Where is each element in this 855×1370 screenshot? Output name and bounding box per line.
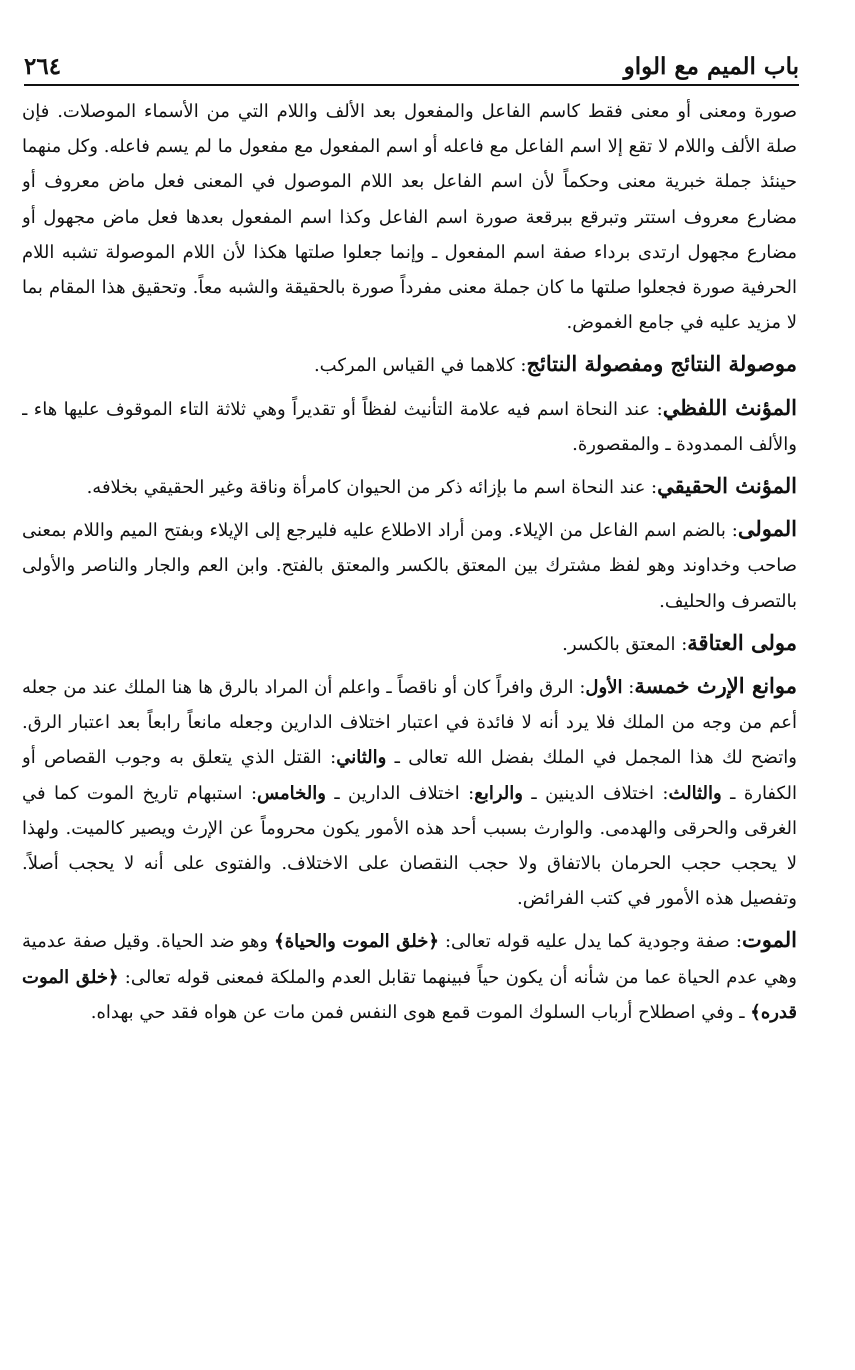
item-text-1: الرق وافراً كان أو ناقصاً ـ واعلم أن المراد بالرق ها هنا الملك عند من جعله أعم من وجه من الملك فلا يرد أنه لا فائدة في اعتبار اختلاف الدارين وجعله مانعاً رابعاً بعد اعتبار الرق. واتضح لك هذا المجمل في الملك بفضل الله تعالى ـ (22, 677, 797, 769)
item-label-5: والخامس (257, 782, 326, 804)
item-label-3: والثالث (668, 782, 722, 804)
entry-mawla-ataqa: مولى العتاقة: المعتق بالكسر. (562, 629, 797, 655)
entry-muannath-lafzi: المؤنث اللفظي: عند النحاة اسم فيه علامة التأنيث لفظاً أو تقديراً وهي ثلاثة التاء الموقوف عليها هاء ـ والألف الممدودة ـ والمقصورة. (22, 394, 797, 455)
item-label-4: والرابع (474, 782, 523, 804)
item-text-2: القتل الذي يتعلق به وجوب القصاص أو الكفارة ـ (22, 747, 797, 804)
entry-term: موصولة النتائج ومفصولة النتائج (526, 351, 797, 377)
entry-text: ـ وفي اصطلاح أرباب السلوك الموت قمع هوى النفس فمن مات عن هواه فقد حي بهداه. (90, 1001, 745, 1023)
chapter-title: باب الميم مع الواو (623, 53, 799, 80)
item-label-1: الأول (585, 677, 623, 699)
entry-text: كلاهما في القياس المركب. (313, 355, 515, 377)
entry-mawsula-natayij: موصولة النتائج ومفصولة النتائج: كلاهما في القياس المركب. (313, 351, 797, 377)
entry-text: بالضم اسم الفاعل من الإيلاء. ومن أراد الاطلاع عليه فليرجع إلى الإيلاء وبفتح الميم واللام بمعنى صاحب وخداوند وهو لفظ مشترك بين المعتق بالكسر والمعتق بالفتح. وابن العم والجار والناصر والأولى بالتصرف والحليف. (22, 520, 797, 612)
entry-term: الموت (741, 927, 797, 953)
page-number: ٢٦٤ (24, 53, 62, 80)
entry-muannath-haqiqi: المؤنث الحقيقي: عند النحاة اسم ما بإزائه ذكر من الحيوان كامرأة وناقة وغير الحقيقي بخلافه. (86, 473, 797, 499)
quran-quote: ﴿خلق الموت والحياة﴾ (274, 931, 439, 953)
entry-term: المؤنث الحقيقي (657, 473, 797, 499)
entry-mawani-irth: موانع الإرث خمسة: الأول: الرق وافراً كان أو ناقصاً ـ واعلم أن المراد بالرق ها هنا الملك عند من جعله أعم من وجه من الملك فلا يرد أنه لا فائدة في اعتبار اختلاف الدارين وجعله مانعاً رابعاً بعد اعتبار الرق. واتضح لك هذا المجمل في الملك بفضل الله تعالى ـ والثاني: القتل الذي يتعلق به وجوب القصاص أو الكفارة ـ والثالث: اختلاف الدينين ـ والرابع: اختلاف الدارين ـ والخامس: استبهام تاريخ الموت كما في الغرقى والحرقى والهدمى. والوارث بسبب أحد هذه الأمور يكون محروماً عن الإرث ويصير كالميت. ولهذا لا يحجب حجب الحرمان بالاتفاق ولا حجب النقصان على الاختلاف. والفتوى على أنه لا يحجب أصلاً. وتفصيل هذه الأمور في كتب الفرائض. (22, 673, 797, 910)
entry-text: صفة وجودية كما يدل عليه قوله تعالى: (444, 931, 730, 953)
item-text-5: استبهام تاريخ الموت كما في الغرقى والحرقى والهدمى. والوارث بسبب أحد هذه الأمور يكون محروماً عن الإرث ويصير كالميت. ولهذا لا يحجب حجب الحرمان بالاتفاق ولا حجب النقصان على الاختلاف. والفتوى على أنه لا يحجب أصلاً. وتفصيل هذه الأمور في كتب الفرائض. (22, 782, 797, 910)
item-text-3: اختلاف الدينين ـ (531, 782, 654, 804)
quran-quote: ﴿خلق الموت قدره﴾ (22, 966, 797, 1023)
entry-term: مولى العتاقة (687, 629, 797, 655)
item-text-4: اختلاف الدارين ـ (334, 782, 460, 804)
continuation-paragraph (22, 94, 797, 340)
entry-text: وهو ضد الحياة. وقيل صفة عدمية وهي عدم الحياة عما من شأنه أن يكون حياً فبينهما تقابل العدم والملكة فمعنى قوله تعالى: (22, 931, 797, 988)
entry-term: موانع الإرث خمسة (634, 673, 797, 699)
entry-text: صورة ومعنى أو معنى فقط كاسم الفاعل والمفعول بعد الألف واللام التي من الأسماء الموصلات. فإن صلة الألف واللام لا تقع إلا اسم الفاعل مع فاعله أو اسم المفعول مع مفعول ما لم يسم فاعله. وكل منهما حينئذ جملة خبرية معنى وحكماً لأن اسم الفاعل بعد اللام الموصول في المعنى فعل ماض معروف أو مضارع معروف استتر وتبرقع ببرقعة صورة اسم الفاعل وكذا اسم المفعول بعدها فعل ماض مجهول أو مضارع مجهول ارتدى برداء صفة اسم المفعول ـ وإنما جعلوا صلتها هكذا لأن اللام الموصولة تشبه اللام الحرفية صورة فجعلوا صلتها ما كان جملة معنى مفرداً صورة بالحقيقة والشبه معاً. وتحقيق هذا المقام بما لا مزيد عليه في جامع الغموض. (22, 101, 797, 334)
entry-mawt: الموت: صفة وجودية كما يدل عليه قوله تعالى: ﴿خلق الموت والحياة﴾ وهو ضد الحياة. وقيل صفة عدمية وهي عدم الحياة عما من شأنه أن يكون حياً فبينهما تقابل العدم والملكة فمعنى قوله تعالى: ﴿خلق الموت قدره﴾ ـ وفي اصطلاح أرباب السلوك الموت قمع هوى النفس فمن مات عن هواه فقد حي بهداه. (22, 927, 797, 1023)
page-body (22, 94, 797, 1334)
entry-term: المؤنث اللفظي (662, 394, 797, 420)
entry-term: المولى (737, 516, 797, 542)
entry-text: عند النحاة اسم فيه علامة التأنيث لفظاً أو تقديراً وهي ثلاثة التاء الموقوف عليها هاء ـ والألف الممدودة ـ والمقصورة. (22, 398, 797, 455)
page-header (24, 42, 799, 86)
entry-text: عند النحاة اسم ما بإزائه ذكر من الحيوان كامرأة وناقة وغير الحقيقي بخلافه. (86, 477, 646, 499)
item-label-2: والثاني (336, 747, 387, 769)
entry-text: المعتق بالكسر. (562, 633, 676, 655)
entry-mawla: المولى: بالضم اسم الفاعل من الإيلاء. ومن أراد الاطلاع عليه فليرجع إلى الإيلاء وبفتح الميم واللام بمعنى صاحب وخداوند وهو لفظ مشترك بين المعتق بالكسر والمعتق بالفتح. وابن العم والجار والناصر والأولى بالتصرف والحليف. (22, 516, 797, 612)
